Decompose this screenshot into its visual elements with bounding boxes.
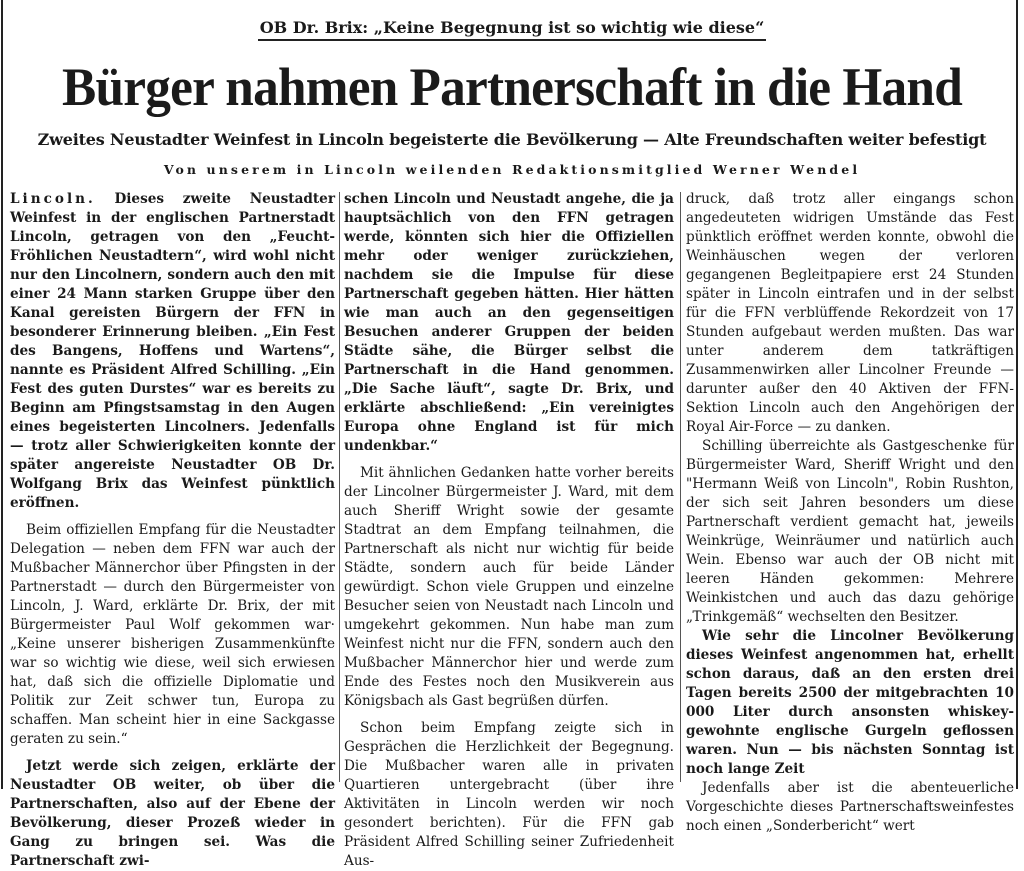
page-edge-left bbox=[1, 0, 3, 789]
col1-paragraph-1 bbox=[10, 190, 335, 513]
page-edge-right bbox=[1016, 0, 1018, 789]
subheadline: Zweites Neustadter Weinfest in Lincoln begeisterte die Bevölkerung — Alte Freundschaften weiter befestigt bbox=[37, 130, 987, 149]
dateline: Lincoln. bbox=[10, 191, 96, 207]
col3-paragraph-4: Jedenfalls aber ist die abenteuerliche Vorgeschichte dieses Partnerschaftsweinfestes noch einen „Sonderbericht“ wert bbox=[686, 780, 1014, 834]
col3-paragraph-3: Wie sehr die Lincolner Bevölkerung dieses Weinfest angenommen hat, erhellt schon daraus, daß an den ersten drei Tagen bereits 2500 der mitgebrachten 10 000 Liter durch ansonsten whiskey-gewohnte englische Gurgeln geflossen waren. Nun — bis nächsten Sonntag ist noch lange Zeit bbox=[686, 628, 1014, 777]
headline: Bürger nahmen Partnerschaft in die Hand bbox=[62, 57, 962, 117]
byline: Von unserem in Lincoln weilenden Redaktionsmitglied Werner Wendel bbox=[163, 162, 861, 177]
col3-paragraph-2: Schilling überreichte als Gastgeschenke für Bürgermeister Ward, Sheriff Wright und den "Hermann Weiß von Lincoln", Robin Rushton, der sich seit Jahren besonders um diese Partnerschaft verdient gemacht hat, jeweils Weinkrüge, Weinräumer und natürlich auch Wein. Ebenso war auch der OB nicht mit leeren Händen gekommen: Mehrere Weinkistchen und auch das dazu gehörige „Trinkgemäß“ wechselten den Besitzer. bbox=[686, 438, 1014, 625]
kicker-text: OB Dr. Brix: „Keine Begegnung ist so wichtig wie diese“ bbox=[258, 18, 767, 41]
article-column-2 bbox=[344, 190, 674, 869]
column-rule-1 bbox=[339, 192, 340, 782]
kicker-line bbox=[0, 18, 1024, 37]
column-rule-2 bbox=[680, 192, 681, 782]
article-column-1 bbox=[10, 190, 335, 869]
col2-paragraph-2: Mit ähnlichen Gedanken hatte vorher bereits der Lincolner Bürgermeister J. Ward, mit dem auch Sheriff Wright sowie der gesamte Stadtrat an dem Empfang teilnahmen, die Partnerschaft als nicht nur wichtig für beide Städte, sondern auch für beide Länder gewürdigt. Schon viele Gruppen und einzelne Besucher seien von Neustadt nach Lincoln und umgekehrt gekommen. Nun habe man zum Weinfest nicht nur die FFN, sondern auch den Mußbacher Männerchor hier und werde zum Ende des Festes noch den Musikverein aus Königsbach als Gast begrüßen dürfen. bbox=[344, 465, 674, 709]
col3-paragraph-1: druck, daß trotz aller eingangs schon angedeuteten widrigen Umstände das Fest pünktlich eröffnet werden konnte, obwohl die Weinhäuschen wegen der verloren gegangenen Begleitpapiere erst 24 Stunden später in Lincoln eintrafen und in der selbst für die FFN verblüffende Rekordzeit von 17 Stunden aufgebaut werden mußten. Das war unter anderem dem tatkräftigen Zusammenwirken aller Lincolner Freunde — darunter außer den 40 Aktiven der FFN-Sektion Lincoln auch den Angehörigen der Royal Air-Force — zu danken. bbox=[686, 191, 1014, 435]
article-column-3 bbox=[686, 190, 1014, 834]
col1-paragraph-2: Beim offiziellen Empfang für die Neustadter Delegation — neben dem FFN war auch der Mußbacher Männerchor über Pfingsten in der Partnerstadt — durch den Bürgermeister von Lincoln, J. Ward, erklärte Dr. Brix, der mit Bürgermeister Paul Wolf gekommen war· „Keine unserer bisherigen Zusammenkünfte war so wichtig wie diese, weil sich erwiesen hat, daß sich die offizielle Diplomatie und Politik zur Zeit schwer tun, Europa zu schaffen. Man scheint hier in eine Sackgasse geraten zu sein.“ bbox=[10, 522, 335, 747]
col1-paragraph-3: Jetzt werde sich zeigen, erklärte der Neustadter OB weiter, ob über die Partnerschaften, also auf der Ebene der Bevölkerung, dieser Prozeß wieder in Gang zu bringen sei. Was die Partnerschaft zwi- bbox=[10, 758, 335, 869]
col2-paragraph-1: schen Lincoln und Neustadt angehe, die ja hauptsächlich von den FFN getragen werde, könnten sich hier die Offiziellen mehr oder weniger zurückziehen, nachdem sie die Impulse für diese Partnerschaft gegeben hätten. Hier hätten wie man auch an den gegenseitigen Besuchen anderer Gruppen der beiden Städte sähe, die Bürger selbst die Partnerschaft in die Hand genommen. „Die Sache läuft“, sagte Dr. Brix, und erklärte abschließend: „Ein vereinigtes Europa ohne England ist für mich undenkbar.“ bbox=[344, 191, 674, 454]
col2-paragraph-3: Schon beim Empfang zeigte sich in Gesprächen die Herzlichkeit der Begegnung. Die Mußbacher waren alle in privaten Quartieren untergebracht (über ihre Aktivitäten in Lincoln werden wir noch gesondert berichten). Für die FFN gab Präsident Alfred Schilling seiner Zufriedenheit Aus- bbox=[344, 720, 674, 869]
col1-paragraph-1-text: Dieses zweite Neustadter Weinfest in der englischen Partnerstadt Lincoln, getragen von den „Feucht-Fröhlichen Neustadtern“, wird wohl nicht nur den Lincolnern, sondern auch den mit einer 24 Mann starken Gruppe über den Kanal gereisten Bürgern der FFN in besonderer Erinnerung bleiben. „Ein Fest des Bangens, Hoffens und Wartens“, nannte es Präsident Alfred Schilling. „Ein Fest des guten Durstes“ war es bereits zu Beginn am Pfingstsamstag in den Augen eines begeisterten Lincolners. Jedenfalls — trotz aller Schwierigkeiten konnte der später angereiste Neustadter OB Dr. Wolfgang Brix das Weinfest pünktlich eröffnen. bbox=[10, 191, 335, 511]
